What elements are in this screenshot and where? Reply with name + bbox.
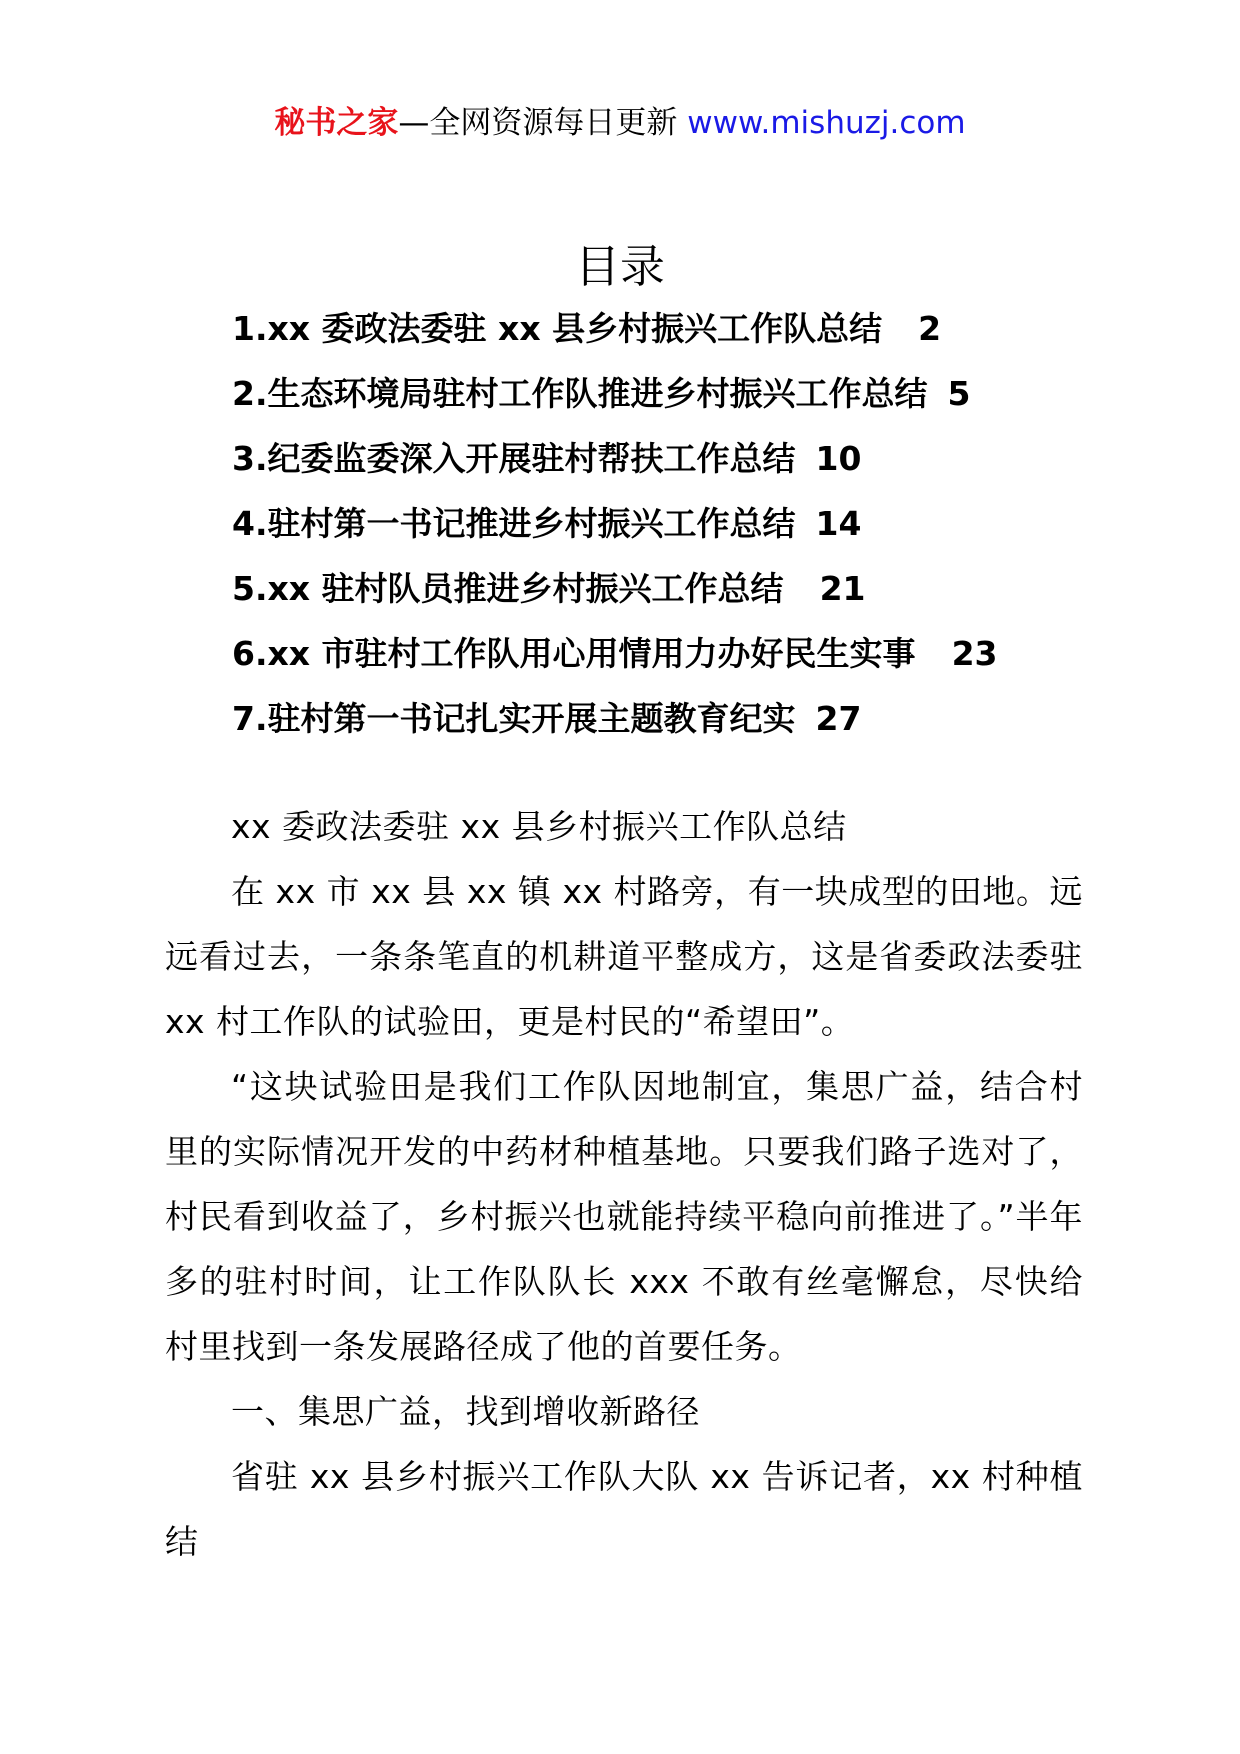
toc-entry-page: 5	[947, 374, 971, 413]
toc-entry-label: 3.纪委监委深入开展驻村帮扶工作总结	[232, 439, 796, 478]
toc-title: 目录	[574, 240, 665, 293]
toc-entry[interactable]	[232, 563, 1052, 628]
toc-entry[interactable]	[232, 368, 1052, 433]
article-paragraph: “这块试验田是我们工作队因地制宜，集思广益，结合村里的实际情况开发的中药材种植基地。只要我们路子选对了，村民看到收益了，乡村振兴也就能持续平稳向前推进了。”半年多的驻村时间，让工作队队长 xxx 不敢有丝毫懈怠，尽快给村里找到一条发展路径成了他的首要任务。	[165, 1067, 1083, 1366]
site-tagline: —全网资源每日更新	[398, 105, 688, 141]
toc-entry-page: 27	[815, 699, 862, 738]
site-brand: 秘书之家	[274, 105, 399, 141]
article-paragraph: 在 xx 市 xx 县 xx 镇 xx 村路旁，有一块成型的田地。远远看过去，一条条笔直的机耕道平整成方，这是省委政法委驻 xx 村工作队的试验田，更是村民的“希望田”。	[165, 872, 1083, 1041]
toc-entry-page: 2	[918, 309, 942, 348]
toc-entry[interactable]	[232, 628, 1052, 693]
article-paragraph: 省驻 xx 县乡村振兴工作队大队 xx 告诉记者，xx 村种植结	[165, 1457, 1083, 1561]
toc-entry-label: 6.xx 市驻村工作队用心用情用力办好民生实事	[232, 634, 916, 673]
site-header	[0, 100, 1240, 146]
article-title: xx 委政法委驻 xx 县乡村振兴工作队总结	[231, 807, 847, 846]
toc-entry[interactable]	[232, 498, 1052, 563]
toc-entry[interactable]	[232, 433, 1052, 498]
article-body	[165, 794, 1083, 1574]
toc-entry-label: 2.生态环境局驻村工作队推进乡村振兴工作总结	[232, 374, 928, 413]
site-url[interactable]: www.mishuzj.com	[687, 105, 966, 141]
toc-entry-label: 7.驻村第一书记扎实开展主题教育纪实	[232, 699, 796, 738]
section-heading: 一、集思广益，找到增收新路径	[231, 1392, 700, 1431]
toc-entry[interactable]	[232, 303, 1052, 368]
toc-entry-label: 4.驻村第一书记推进乡村振兴工作总结	[232, 504, 796, 543]
toc-entry-page: 10	[815, 439, 862, 478]
table-of-contents	[232, 303, 1052, 758]
toc-entry-page: 23	[951, 634, 998, 673]
toc-entry-label: 1.xx 委政法委驻 xx 县乡村振兴工作队总结	[232, 309, 883, 348]
toc-entry-page: 14	[815, 504, 862, 543]
toc-entry[interactable]	[232, 693, 1052, 758]
toc-entry-page: 21	[819, 569, 866, 608]
toc-entry-label: 5.xx 驻村队员推进乡村振兴工作总结	[232, 569, 784, 608]
